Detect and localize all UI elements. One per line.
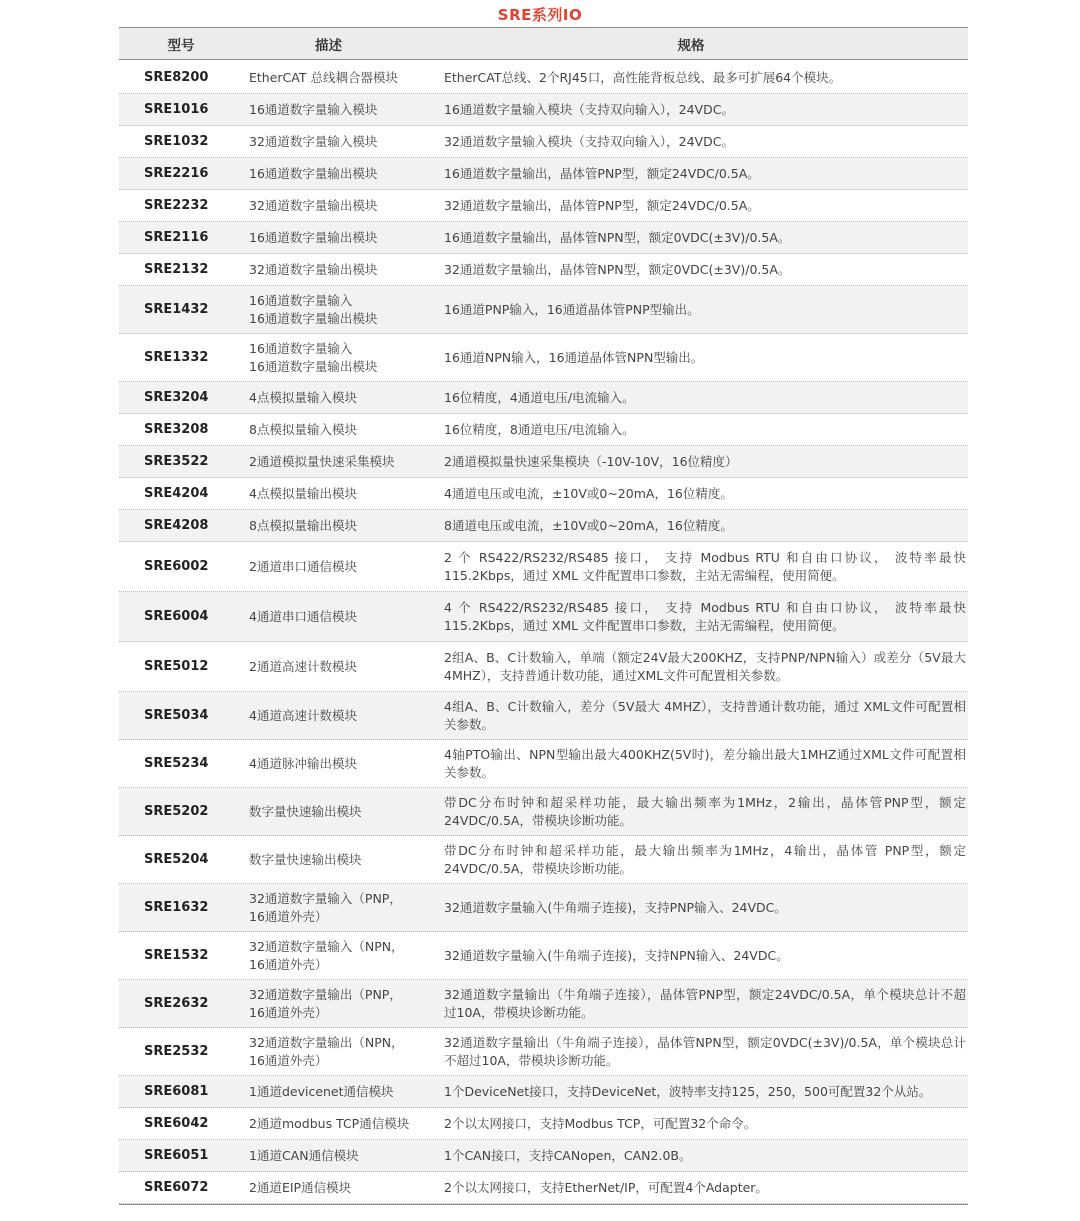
cell-model: SRE6002 bbox=[144, 558, 209, 574]
table-row bbox=[119, 126, 968, 158]
cell-model: SRE1032 bbox=[144, 133, 209, 149]
cell-model: SRE5034 bbox=[144, 707, 209, 723]
table-row bbox=[119, 334, 968, 382]
table-row bbox=[119, 1108, 968, 1140]
cell-description: 32通道数字量输入（PNP， 16通道外壳） bbox=[249, 890, 402, 924]
page-title: SRE系列IO bbox=[497, 6, 583, 24]
table-bottom-rule bbox=[119, 1204, 968, 1205]
cell-specification: 32通道数字量输入(牛角端子连接)，支持PNP输入、24VDC。 bbox=[444, 899, 787, 915]
cell-description: 32通道数字量输入模块 bbox=[249, 133, 378, 149]
cell-description: 16通道数字量输出模块 bbox=[249, 229, 378, 245]
table-body bbox=[119, 62, 968, 1204]
cell-model: SRE3522 bbox=[144, 453, 209, 469]
cell-model: SRE6081 bbox=[144, 1083, 209, 1099]
cell-specification: 32通道数字量输入(牛角端子连接)，支持NPN输入、24VDC。 bbox=[444, 947, 789, 963]
table-row bbox=[119, 692, 968, 740]
cell-specification: 32通道数字量输出（牛角端子连接），晶体管NPN型，额定0VDC(±3V)/0.5A，单个模块总计不超过10A，带模块诊断功能。 bbox=[444, 1034, 966, 1068]
cell-description: 8点模拟量输入模块 bbox=[249, 421, 357, 437]
table-row bbox=[119, 1172, 968, 1204]
table-row bbox=[119, 222, 968, 254]
table-row bbox=[119, 740, 968, 788]
table-row bbox=[119, 1028, 968, 1076]
cell-model: SRE1332 bbox=[144, 349, 209, 365]
cell-specification: EtherCAT总线、2个RJ45口，高性能背板总线、最多可扩展64个模块。 bbox=[444, 69, 842, 85]
cell-model: SRE2116 bbox=[144, 229, 209, 245]
cell-specification: 8通道电压或电流，±10V或0~20mA，16位精度。 bbox=[444, 517, 733, 533]
cell-model: SRE8200 bbox=[144, 69, 209, 85]
cell-model: SRE6072 bbox=[144, 1179, 209, 1195]
cell-description: 数字量快速输出模块 bbox=[249, 851, 362, 867]
cell-model: SRE5204 bbox=[144, 851, 209, 867]
cell-description: 32通道数字量输出（PNP， 16通道外壳） bbox=[249, 986, 402, 1020]
table-row bbox=[119, 884, 968, 932]
cell-model: SRE4204 bbox=[144, 485, 209, 501]
cell-model: SRE2216 bbox=[144, 165, 209, 181]
header-model: 型号 bbox=[167, 37, 195, 54]
cell-specification: 4轴PTO输出、NPN型输出最大400KHZ(5V时)，差分输出最大1MHZ通过XML文件可配置相关参数。 bbox=[444, 746, 966, 780]
cell-specification: 1个CAN接口，支持CANopen，CAN2.0B。 bbox=[444, 1147, 692, 1163]
cell-model: SRE4208 bbox=[144, 517, 209, 533]
table-row bbox=[119, 980, 968, 1028]
cell-specification: 带DC分布时钟和超采样功能，最大输出频率为1MHz，4输出，晶体管 PNP型，额定24VDC/0.5A，带模块诊断功能。 bbox=[444, 842, 966, 876]
cell-description: 4通道脉冲输出模块 bbox=[249, 755, 357, 771]
table-row bbox=[119, 254, 968, 286]
cell-specification: 16通道PNP输入，16通道晶体管PNP型输出。 bbox=[444, 301, 700, 317]
cell-model: SRE2632 bbox=[144, 995, 209, 1011]
header-specification: 规格 bbox=[677, 37, 705, 54]
table-row bbox=[119, 478, 968, 510]
cell-description: 1通道devicenet通信模块 bbox=[249, 1083, 394, 1099]
cell-model: SRE3208 bbox=[144, 421, 209, 437]
cell-specification: 16通道数字量输出，晶体管PNP型，额定24VDC/0.5A。 bbox=[444, 165, 760, 181]
header-description: 描述 bbox=[315, 37, 342, 54]
cell-specification: 16通道NPN输入，16通道晶体管NPN型输出。 bbox=[444, 349, 704, 365]
cell-model: SRE2532 bbox=[144, 1043, 209, 1059]
cell-specification: 16通道数字量输入模块（支持双向输入），24VDC。 bbox=[444, 101, 734, 117]
cell-specification: 2 个 RS422/RS232/RS485 接口， 支持 Modbus RTU 和自由口协议， 波特率最快115.2Kbps，通过 XML 文件配置串口参数，主站无需编程，使用简便。 bbox=[444, 549, 966, 583]
table-row bbox=[119, 542, 968, 592]
cell-description: 16通道数字量输入 16通道数字量输出模块 bbox=[249, 340, 378, 374]
cell-specification: 32通道数字量输出，晶体管NPN型，额定0VDC(±3V)/0.5A。 bbox=[444, 261, 791, 277]
cell-description: EtherCAT 总线耦合器模块 bbox=[249, 69, 398, 85]
cell-model: SRE5234 bbox=[144, 755, 209, 771]
cell-description: 32通道数字量输出模块 bbox=[249, 261, 378, 277]
cell-model: SRE1532 bbox=[144, 947, 209, 963]
cell-description: 16通道数字量输出模块 bbox=[249, 165, 378, 181]
cell-description: 4通道串口通信模块 bbox=[249, 608, 357, 624]
cell-model: SRE6004 bbox=[144, 608, 209, 624]
cell-model: SRE3204 bbox=[144, 389, 209, 405]
table-header bbox=[119, 27, 968, 60]
cell-description: 2通道EIP通信模块 bbox=[249, 1179, 352, 1195]
cell-model: SRE1016 bbox=[144, 101, 209, 117]
cell-specification: 1个DeviceNet接口，支持DeviceNet，波特率支持125，250，500可配置32个从站。 bbox=[444, 1083, 932, 1099]
table-row bbox=[119, 788, 968, 836]
table-row bbox=[119, 158, 968, 190]
table-row bbox=[119, 94, 968, 126]
cell-description: 4点模拟量输出模块 bbox=[249, 485, 357, 501]
cell-description: 2通道modbus TCP通信模块 bbox=[249, 1115, 410, 1131]
cell-specification: 带DC分布时钟和超采样功能，最大输出频率为1MHz，2输出，晶体管PNP型，额定24VDC/0.5A，带模块诊断功能。 bbox=[444, 794, 966, 828]
cell-model: SRE1432 bbox=[144, 301, 209, 317]
cell-model: SRE6051 bbox=[144, 1147, 209, 1163]
cell-description: 数字量快速输出模块 bbox=[249, 803, 362, 819]
cell-description: 1通道CAN通信模块 bbox=[249, 1147, 359, 1163]
cell-specification: 4通道电压或电流，±10V或0~20mA，16位精度。 bbox=[444, 485, 733, 501]
table-row bbox=[119, 592, 968, 642]
table-row bbox=[119, 836, 968, 884]
cell-description: 16通道数字量输入 16通道数字量输出模块 bbox=[249, 292, 378, 326]
cell-specification: 32通道数字量输出，晶体管PNP型，额定24VDC/0.5A。 bbox=[444, 197, 760, 213]
cell-description: 32通道数字量输出（NPN， 16通道外壳） bbox=[249, 1034, 404, 1068]
table-row bbox=[119, 1140, 968, 1172]
cell-specification: 2个以太网接口，支持EtherNet/IP，可配置4个Adapter。 bbox=[444, 1179, 768, 1195]
cell-description: 32通道数字量输出模块 bbox=[249, 197, 378, 213]
cell-specification: 16位精度，8通道电压/电流输入。 bbox=[444, 421, 635, 437]
table-row bbox=[119, 190, 968, 222]
cell-description: 2通道串口通信模块 bbox=[249, 558, 357, 574]
cell-description: 2通道高速计数模块 bbox=[249, 658, 357, 674]
table-row bbox=[119, 642, 968, 692]
table-row bbox=[119, 446, 968, 478]
cell-description: 8点模拟量输出模块 bbox=[249, 517, 357, 533]
cell-specification: 32通道数字量输入模块（支持双向输入），24VDC。 bbox=[444, 133, 734, 149]
cell-model: SRE5202 bbox=[144, 803, 209, 819]
cell-description: 16通道数字量输入模块 bbox=[249, 101, 378, 117]
table-row bbox=[119, 286, 968, 334]
table-row bbox=[119, 382, 968, 414]
cell-specification: 16位精度，4通道电压/电流输入。 bbox=[444, 389, 635, 405]
cell-specification: 2通道模拟量快速采集模块（-10V-10V，16位精度） bbox=[444, 453, 738, 469]
cell-specification: 4组A、B、C计数输入，差分（5V最大 4MHZ），支持普通计数功能，通过 XML文件可配置相关参数。 bbox=[444, 698, 966, 732]
cell-description: 32通道数字量输入（NPN， 16通道外壳） bbox=[249, 938, 404, 972]
cell-model: SRE5012 bbox=[144, 658, 209, 674]
cell-model: SRE2232 bbox=[144, 197, 209, 213]
cell-description: 4点模拟量输入模块 bbox=[249, 389, 357, 405]
cell-description: 4通道高速计数模块 bbox=[249, 707, 357, 723]
cell-model: SRE1632 bbox=[144, 899, 209, 915]
cell-description: 2通道模拟量快速采集模块 bbox=[249, 453, 395, 469]
cell-specification: 2个以太网接口，支持Modbus TCP，可配置32个命令。 bbox=[444, 1115, 757, 1131]
cell-specification: 16通道数字量输出，晶体管NPN型，额定0VDC(±3V)/0.5A。 bbox=[444, 229, 791, 245]
cell-specification: 4 个 RS422/RS232/RS485 接口， 支持 Modbus RTU 和自由口协议， 波特率最快115.2Kbps，通过 XML 文件配置串口参数，主站无需编程，使用简便。 bbox=[444, 599, 966, 633]
cell-model: SRE6042 bbox=[144, 1115, 209, 1131]
cell-specification: 2组A、B、C计数输入，单端（额定24V最大200KHZ，支持PNP/NPN输入）或差分（5V最大 4MHZ），支持普通计数功能，通过XML文件可配置相关参数。 bbox=[444, 649, 966, 683]
cell-specification: 32通道数字量输出（牛角端子连接），晶体管PNP型，额定24VDC/0.5A，单个模块总计不超过10A，带模块诊断功能。 bbox=[444, 986, 966, 1020]
product-table bbox=[119, 27, 968, 1205]
table-row bbox=[119, 932, 968, 980]
table-row bbox=[119, 62, 968, 94]
table-row bbox=[119, 1076, 968, 1108]
cell-model: SRE2132 bbox=[144, 261, 209, 277]
table-row bbox=[119, 414, 968, 446]
table-row bbox=[119, 510, 968, 542]
